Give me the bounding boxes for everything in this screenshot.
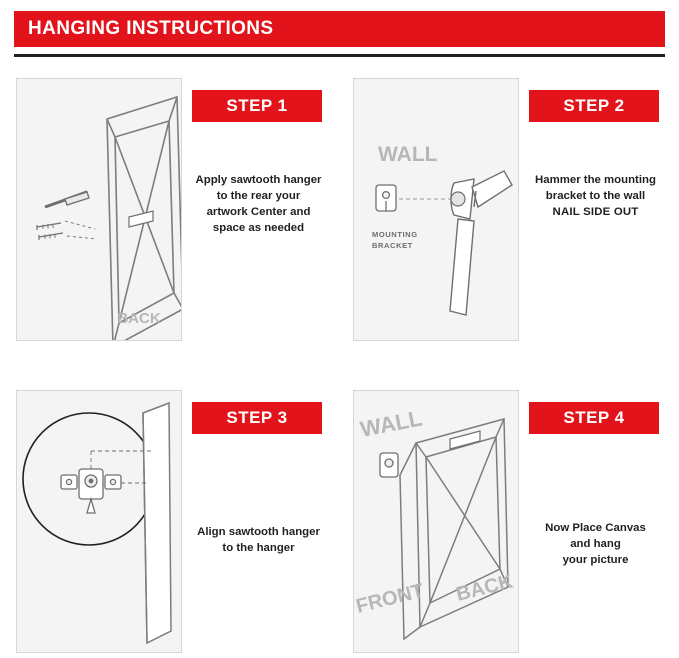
step-4-badge-label: STEP 4 [563, 408, 625, 427]
label-mounting: MOUNTING [372, 230, 418, 239]
label-front: FRONT [354, 579, 427, 618]
illustration-step-1 [16, 78, 182, 341]
label-bracket: BRACKET [372, 241, 413, 250]
step-1-badge [192, 90, 322, 122]
illustration-step-3 [16, 390, 182, 653]
step-2-desc-line-2: bracket to the wall [545, 190, 646, 202]
step-4-description [529, 520, 662, 568]
step-2-desc-line-1: Hammer the mounting [535, 174, 656, 186]
page-title-bar [14, 11, 665, 47]
step-1-desc-line-3: artwork Center and [206, 206, 311, 218]
step-1-desc-line-1: Apply sawtooth hanger [195, 174, 322, 186]
step-block-2 [353, 78, 664, 346]
step-2-badge [529, 90, 659, 122]
step-4-desc-line-1: Now Place Canvas [545, 522, 646, 534]
step-4-desc-line-3: your picture [562, 554, 629, 566]
step-3-badge-label: STEP 3 [226, 408, 288, 427]
step-1-badge-label: STEP 1 [226, 96, 288, 115]
step-3-desc-line-2: to the hanger [222, 542, 295, 554]
page-title: HANGING INSTRUCTIONS [28, 18, 274, 39]
step-3-desc-line-1: Align sawtooth hanger [197, 526, 320, 538]
illustration-step-4 [353, 390, 519, 653]
label-back: BACK [117, 310, 161, 327]
label-wall: WALL [358, 405, 425, 442]
step-block-4 [353, 390, 664, 658]
step-1-description [192, 172, 325, 236]
step-2-badge-label: STEP 2 [563, 96, 625, 115]
step-block-1 [16, 78, 327, 346]
step-1-text-column [192, 78, 327, 341]
step-1-desc-line-4: space as needed [212, 222, 305, 234]
label-back: BACK [453, 570, 516, 606]
step-1-desc-line-2: to the rear your [216, 190, 301, 202]
step-4-desc-line-2: and hang [570, 538, 621, 550]
title-divider [14, 54, 665, 57]
step-2-text-column [529, 78, 664, 341]
step-3-text-column [192, 390, 327, 653]
step-2-description [529, 172, 662, 220]
step-4-text-column [529, 390, 664, 653]
step-3-badge [192, 402, 322, 434]
step-4-badge [529, 402, 659, 434]
step-3-description [192, 524, 325, 556]
illustration-step-2 [353, 78, 519, 341]
step-block-3 [16, 390, 327, 658]
step-2-desc-line-3: NAIL SIDE OUT [552, 206, 639, 218]
label-wall: WALL [378, 143, 438, 166]
